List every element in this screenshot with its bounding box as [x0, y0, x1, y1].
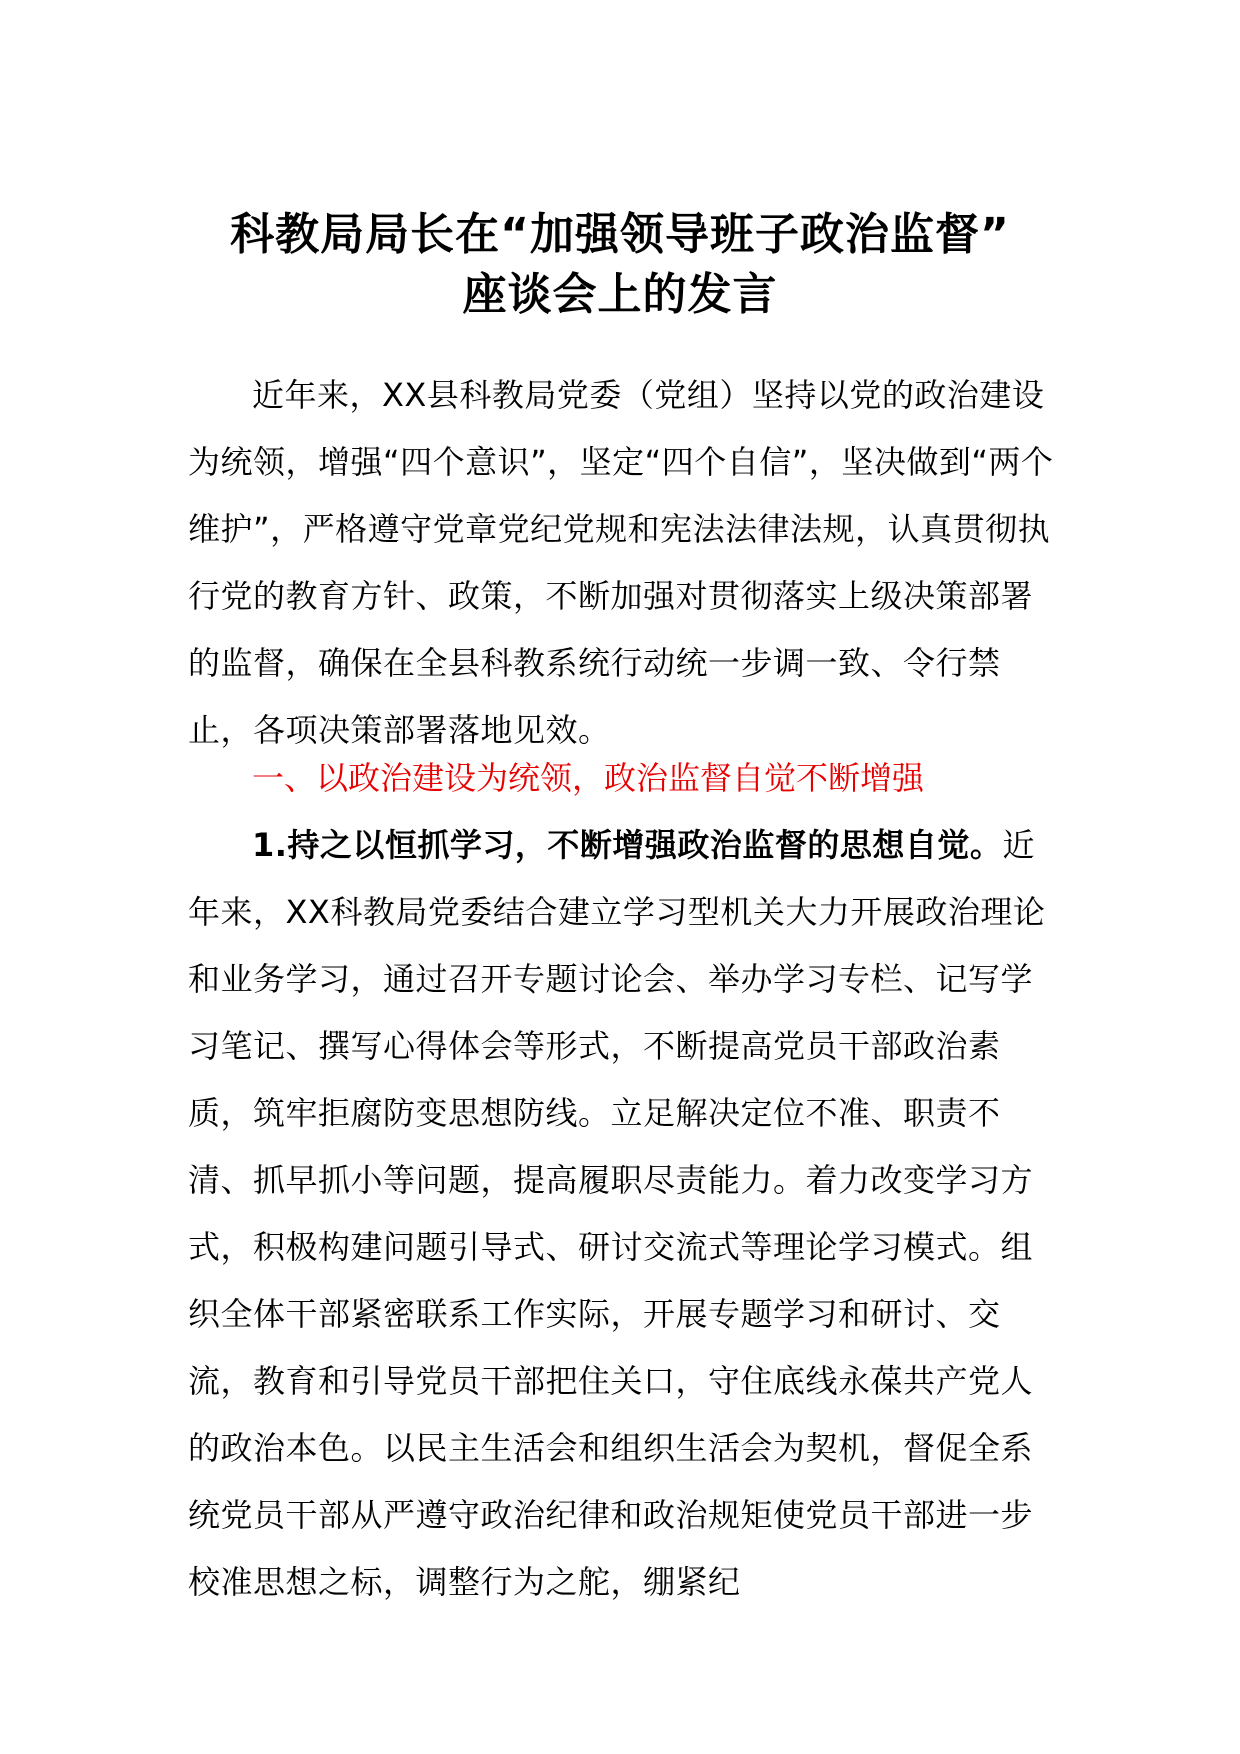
subsection1-body: 近年来，XX科教局党委结合建立学习型机关大力开展政治理论和业务学习，通过召开专题讨论会、举办学习专栏、记写学习笔记、撰写心得体会等形式，不断提高党员干部政治素质，筑牢拒腐防变思想防线。立足解决定位不准、职责不清、抓早抓小等问题，提高履职尽责能力。着力改变学习方式，积极构建问题引导式、研讨交流式等理论学习模式。组织全体干部紧密联系工作实际，开展专题学习和研讨、交流，教育和引导党员干部把住关口，守住底线永葆共产党人的政治本色。以民主生活会和组织生活会为契机，督促全系统党员干部从严遵守政治纪律和政治规矩使党员干部进一步校准思想之标，调整行为之舵，绷紧纪 — [188, 826, 1046, 1601]
intro-paragraph: 近年来，XX县科教局党委（党组）坚持以党的政治建设为统领，增强“四个意识”，坚定“四个自信”，坚决做到“两个维护”，严格遵守党章党纪党规和宪法法律法规，认真贯彻执行党的教育方针、政策，不断加强对贯彻落实上级决策部署的监督，确保在全县科教系统行动统一步调一致、令行禁止，各项决策部署落地见效。 — [188, 376, 1054, 749]
document-title-line1: 科教局局长在“加强领导班子政治监督” — [230, 209, 1010, 260]
section1-heading: 一、以政治建设为统领，政治监督自觉不断增强 — [252, 759, 925, 797]
subsection1-paragraph — [188, 812, 1058, 1616]
document-title-line2: 座谈会上的发言 — [462, 269, 778, 320]
subsection1-title: 1.持之以恒抓学习，不断增强政治监督的思想自觉。 — [252, 826, 1003, 864]
